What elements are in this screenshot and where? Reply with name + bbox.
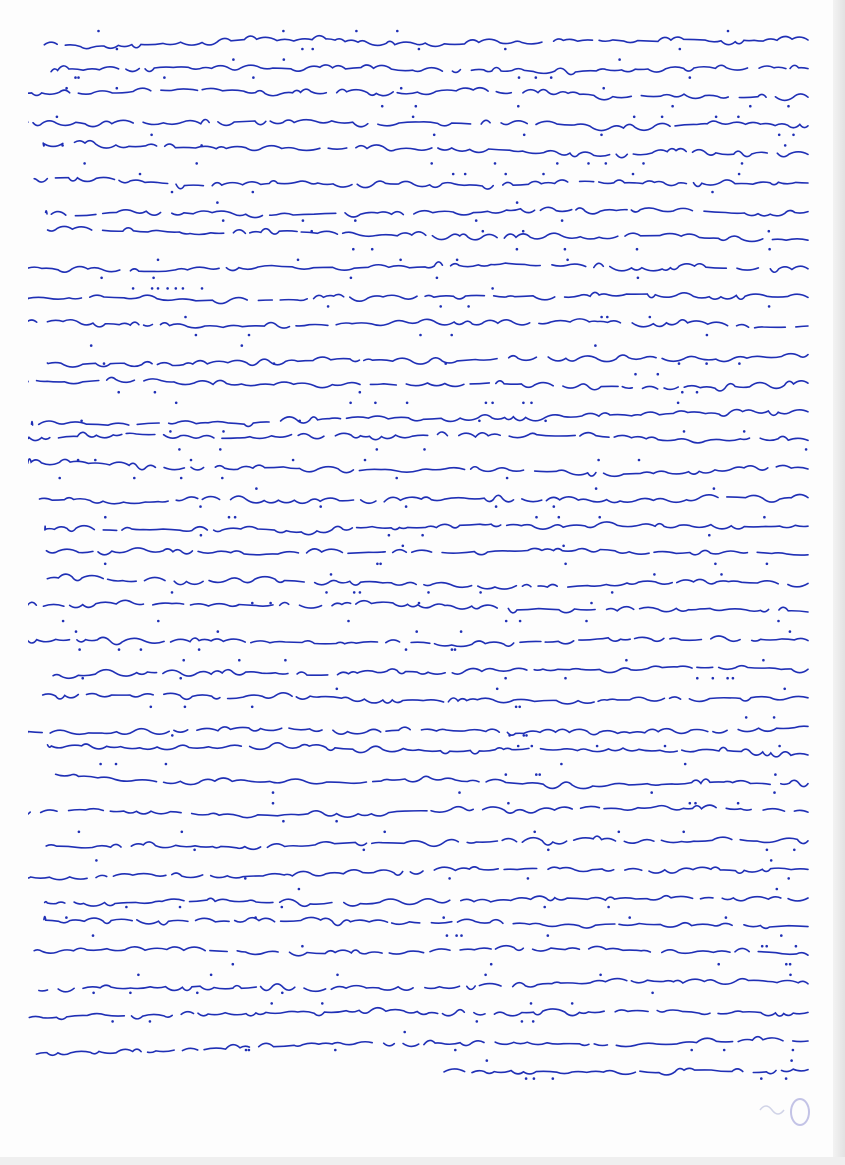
ink-smudge-mark [791,1099,809,1125]
ink-scribble-mark [760,1106,784,1114]
